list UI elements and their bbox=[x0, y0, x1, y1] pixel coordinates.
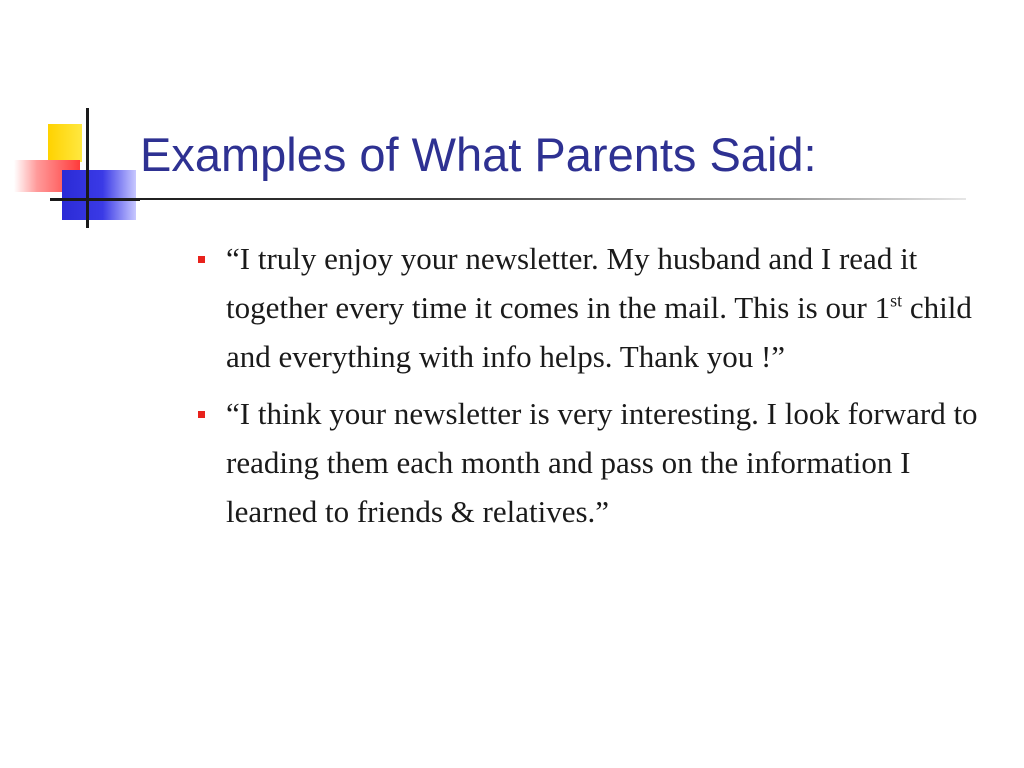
quote-item-2 bbox=[196, 389, 996, 536]
yellow-square-decoration bbox=[48, 124, 82, 162]
quote-2-text: “I think your newsletter is very interesting. I look forward to reading them each month and pass on the information I learned to friends & relatives.” bbox=[226, 396, 978, 529]
quote-1-text-end: child and everything with info helps. Thank you !” bbox=[226, 290, 972, 374]
slide-title: Examples of What Parents Said: bbox=[140, 128, 817, 181]
blue-square-decoration bbox=[62, 170, 136, 220]
corner-decoration bbox=[0, 100, 150, 230]
quote-1-text-start: “I truly enjoy your newsletter. My husband and I read it together every time it comes in the mail. This is our 1 bbox=[226, 241, 918, 325]
title-underline bbox=[86, 198, 966, 200]
quote-list bbox=[196, 234, 996, 544]
quote-item-1 bbox=[196, 234, 996, 381]
quote-1-superscript: st bbox=[890, 290, 903, 311]
bullet-square-icon bbox=[198, 256, 205, 263]
bullet-square-icon bbox=[198, 411, 205, 418]
vertical-line-decoration bbox=[86, 108, 89, 228]
